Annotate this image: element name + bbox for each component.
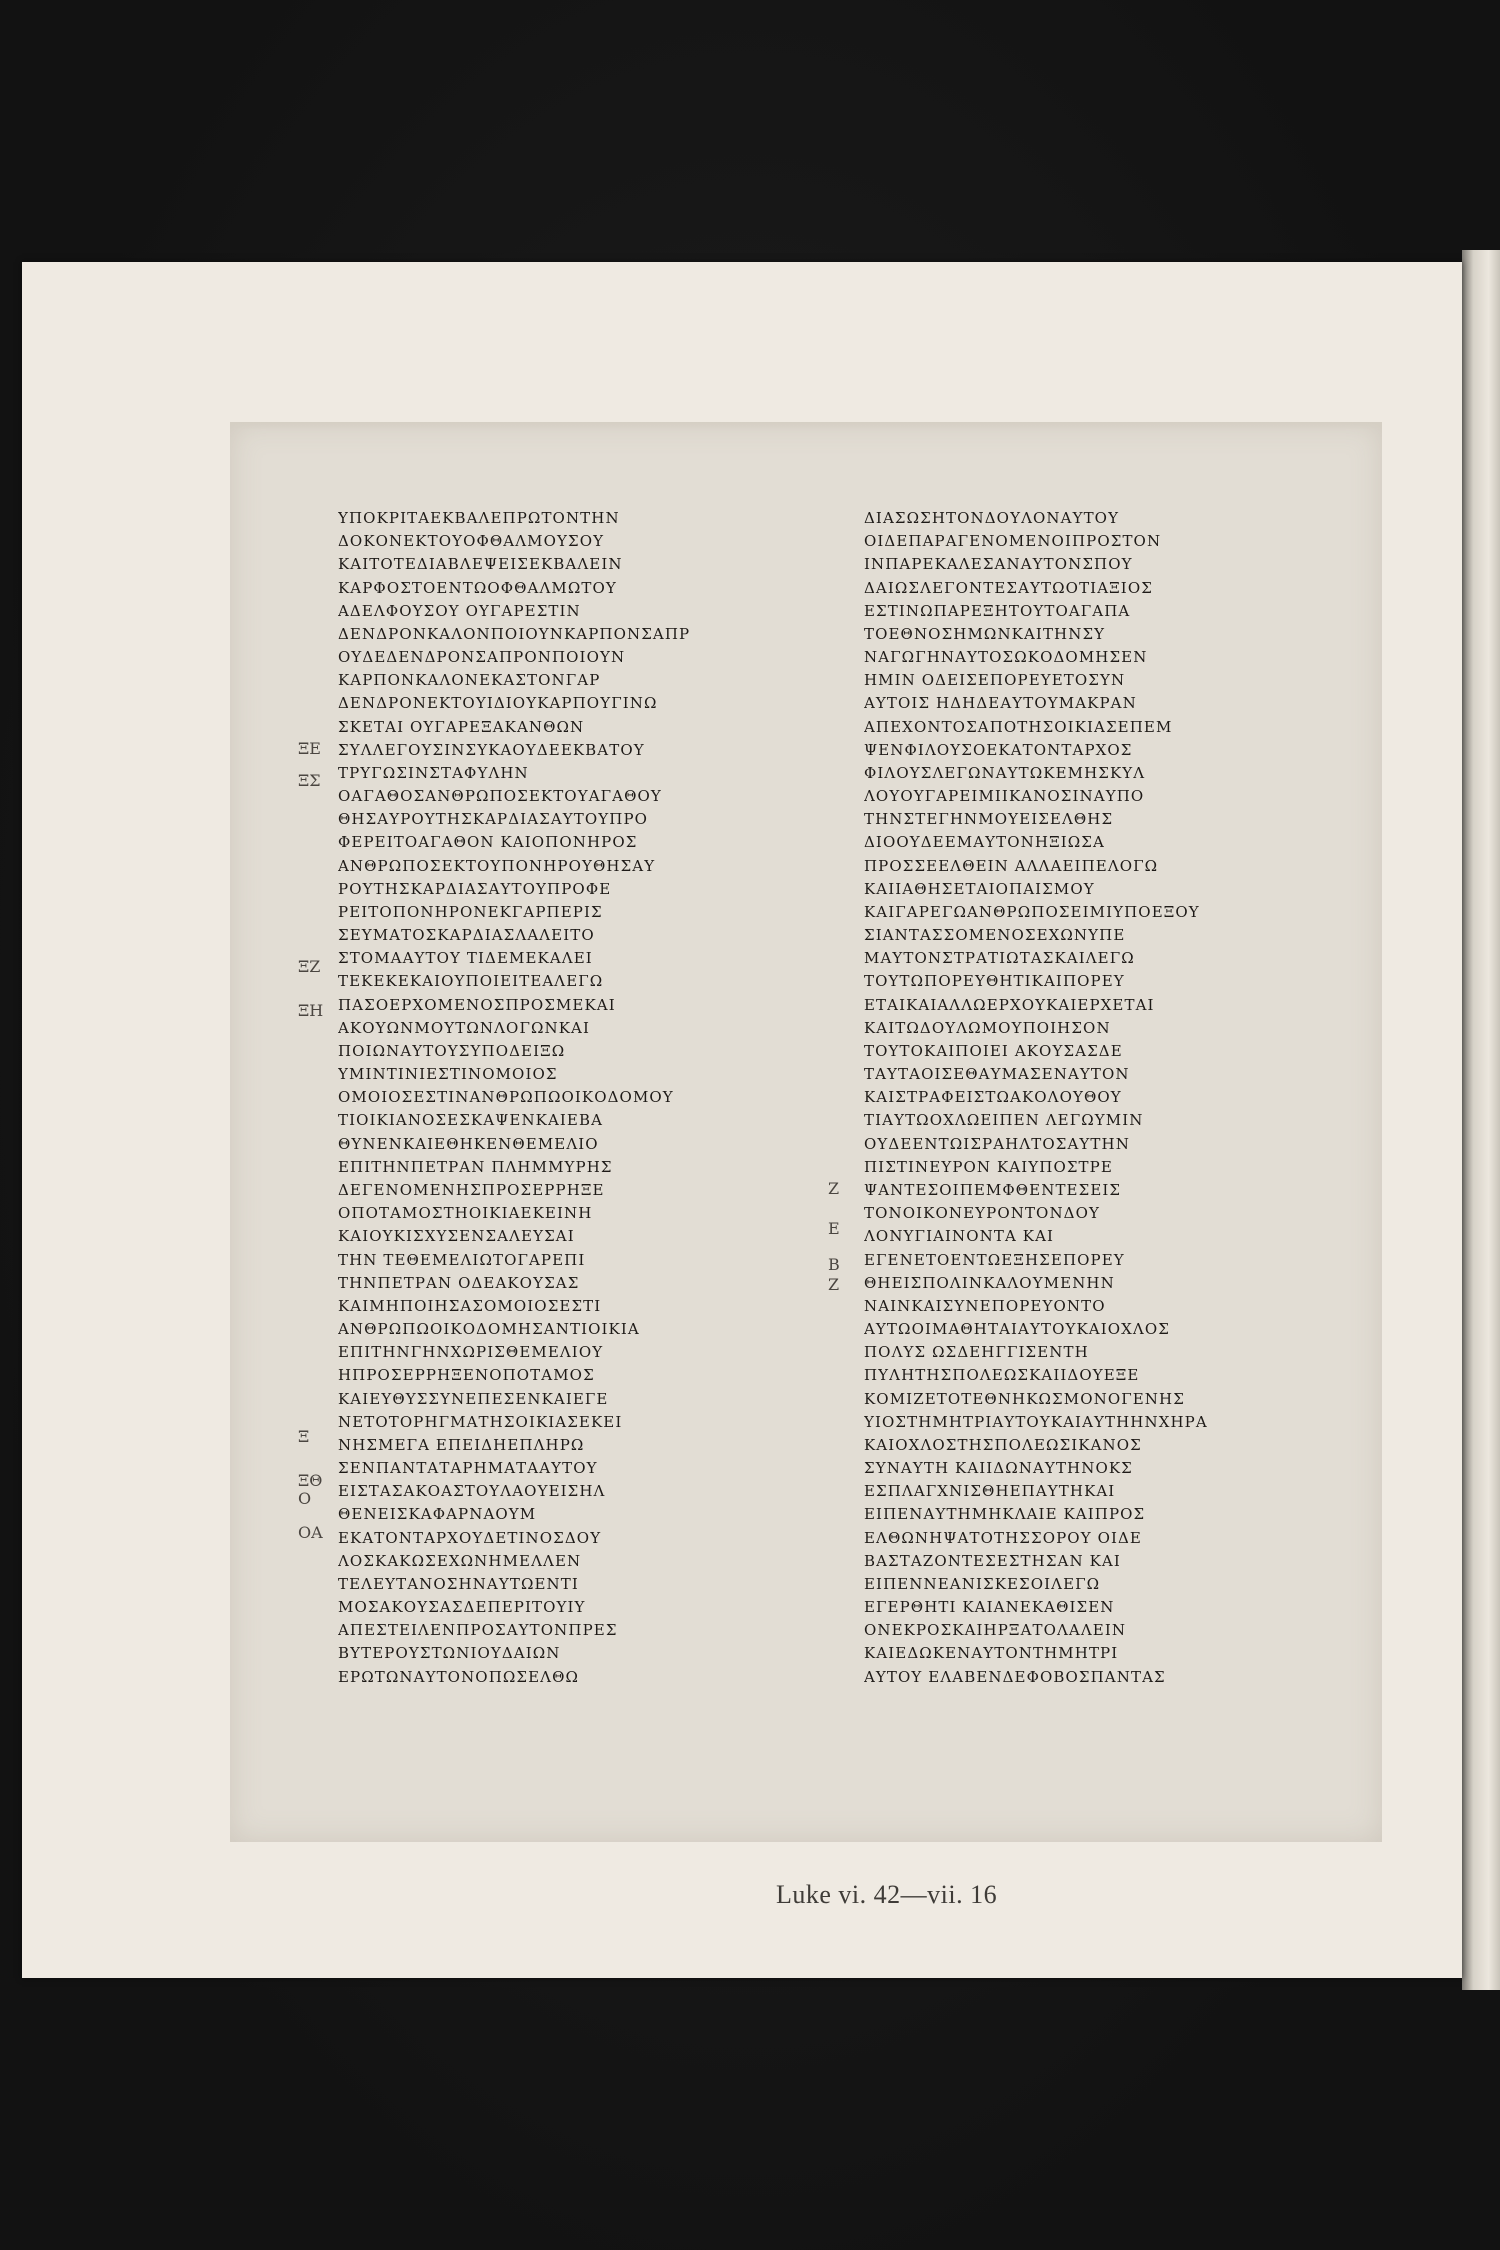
- manuscript-line: ΘΕΝΕΙΣΚΑΦΑΡΝΑΟΥΜ: [338, 1505, 537, 1524]
- manuscript-line: ΤΙΑΥΤΩΟΧΛΩΕΙΠΕΝ ΛΕΓΩΥΜΙΝ: [864, 1111, 1144, 1130]
- page-gutter: [1462, 250, 1500, 1990]
- manuscript-line: ΝΑΙΝΚΑΙΣΥΝΕΠΟΡΕΥΟΝΤΟ: [864, 1296, 1106, 1315]
- manuscript-line: ΚΑΙΓΑΡΕΓΩΑΝΘΡΩΠΟΣΕΙΜΙΥΠΟΕΞΟΥ: [864, 902, 1200, 921]
- manuscript-line: ΔΕΓΕΝΟΜΕΝΗΣΠΡΟΣΕΡΡΗΞΕ: [338, 1180, 605, 1199]
- manuscript-line: ΤΑΥΤΑΟΙΣΕΘΑΥΜΑΣΕΝΑΥΤΟΝ: [864, 1065, 1130, 1084]
- manuscript-line: ΤΟΝΟΙΚΟΝΕΥΡΟΝΤΟΝΔΟΥ: [864, 1204, 1101, 1223]
- marginal-note: ΞΘ: [298, 1471, 323, 1490]
- manuscript-line: ΕΣΠΛΑΓΧΝΙΣΘΗΕΠΑΥΤΗΚΑΙ: [864, 1482, 1116, 1501]
- manuscript-line: ΤΟΥΤΟΚΑΙΠΟΙΕΙ ΑΚΟΥΣΑΣΔΕ: [864, 1041, 1123, 1060]
- manuscript-line: ΠΑΣΟΕΡΧΟΜΕΝΟΣΠΡΟΣΜΕΚΑΙ: [338, 995, 616, 1014]
- manuscript-line: ΤΕΚΕΚΕΚΑΙΟΥΠΟΙΕΙΤΕΑΛΕΓΩ: [338, 972, 604, 991]
- manuscript-line: ΕΚΑΤΟΝΤΑΡΧΟΥΔΕΤΙΝΟΣΔΟΥ: [338, 1528, 602, 1547]
- manuscript-line: ΡΕΙΤΟΠΟΝΗΡΟΝΕΚΓΑΡΠΕΡΙΣ: [338, 902, 603, 921]
- manuscript-line: ΤΗΝΠΕΤΡΑΝ ΟΔΕΑΚΟΥΣΑΣ: [338, 1273, 580, 1292]
- marginal-note: Ζ: [828, 1275, 840, 1294]
- manuscript-line: ΝΕΤΟΤΟΡΗΓΜΑΤΗΣΟΙΚΙΑΣΕΚΕΙ: [338, 1412, 623, 1431]
- manuscript-line: ΕΛΘΩΝΗΨΑΤΟΤΗΣΣΟΡΟΥ ΟΙΔΕ: [864, 1528, 1142, 1547]
- manuscript-line: ΨΕΝΦΙΛΟΥΣΟΕΚΑΤΟΝΤΑΡΧΟΣ: [864, 740, 1133, 759]
- manuscript-line: ΦΙΛΟΥΣΛΕΓΩΝΑΥΤΩΚΕΜΗΣΚΥΛ: [864, 763, 1146, 782]
- manuscript-line: ΑΥΤΟΥ ΕΛΑΒΕΝΔΕΦΟΒΟΣΠΑΝΤΑΣ: [864, 1667, 1166, 1686]
- manuscript-line: ΕΙΠΕΝΝΕΑΝΙΣΚΕΣΟΙΛΕΓΩ: [864, 1574, 1101, 1593]
- manuscript-line: ΑΝΘΡΩΠΩΟΙΚΟΔΟΜΗΣΑΝΤΙΟΙΚΙΑ: [338, 1320, 640, 1339]
- manuscript-line: ΝΑΓΩΓΗΝΑΥΤΟΣΩΚΟΔΟΜΗΣΕΝ: [864, 648, 1148, 667]
- manuscript-line: ΔΙΑΣΩΣΗΤΟΝΔΟΥΛΟΝΑΥΤΟΥ: [864, 509, 1120, 527]
- marginal-note: Ζ: [828, 1179, 840, 1198]
- manuscript-line: ΣΤΟΜΑΑΥΤΟΥ ΤΙΔΕΜΕΚΑΛΕΙ: [338, 949, 593, 968]
- manuscript-line: ΛΟΣΚΑΚΩΣΕΧΩΝΗΜΕΛΛΕΝ: [338, 1551, 582, 1570]
- marginal-note: ΞΣ: [298, 771, 321, 790]
- manuscript-line: ΦΕΡΕΙΤΟΑΓΑΘΟΝ ΚΑΙΟΠΟΝΗΡΟΣ: [338, 833, 638, 852]
- manuscript-line: ΘΥΝΕΝΚΑΙΕΘΗΚΕΝΘΕΜΕΛΙΟ: [338, 1134, 599, 1153]
- manuscript-line: ΚΑΙΜΗΠΟΙΗΣΑΣΟΜΟΙΟΣΕΣΤΙ: [338, 1296, 602, 1315]
- manuscript-line: ΤΡΥΓΩΣΙΝΣΤΑΦΥΛΗΝ: [338, 763, 529, 782]
- plate-top-edge: [230, 422, 1382, 430]
- manuscript-line: ΑΥΤΩΟΙΜΑΘΗΤΑΙΑΥΤΟΥΚΑΙΟΧΛΟΣ: [864, 1320, 1170, 1339]
- manuscript-line: ΤΕΛΕΥΤΑΝΟΣΗΝΑΥΤΩΕΝΤΙ: [338, 1574, 579, 1593]
- manuscript-line: ΛΟΝΥΓΙΑΙΝΟΝΤΑ ΚΑΙ: [864, 1227, 1055, 1246]
- manuscript-line: ΑΝΘΡΩΠΟΣΕΚΤΟΥΠΟΝΗΡΟΥΘΗΣΑΥ: [338, 856, 656, 875]
- manuscript-line: ΟΥΔΕΕΝΤΩΙΣΡΑΗΛΤΟΣΑΥΤΗΝ: [864, 1134, 1130, 1153]
- manuscript-line: ΑΠΕΣΤΕΙΛΕΝΠΡΟΣΑΥΤΟΝΠΡΕΣ: [338, 1621, 618, 1640]
- manuscript-line: ΚΑΙΙΑΘΗΣΕΤΑΙΟΠΑΙΣΜΟΥ: [864, 879, 1095, 898]
- manuscript-line: ΥΜΙΝΤΙΝΙΕΣΤΙΝΟΜΟΙΟΣ: [338, 1065, 558, 1084]
- manuscript-line: ΤΗΝΣΤΕΓΗΝΜΟΥΕΙΣΕΛΘΗΣ: [864, 810, 1114, 829]
- manuscript-line: ΟΝΕΚΡΟΣΚΑΙΗΡΞΑΤΟΛΑΛΕΙΝ: [864, 1621, 1127, 1640]
- manuscript-line: ΣΕΥΜΑΤΟΣΚΑΡΔΙΑΣΛΑΛΕΙΤΟ: [338, 926, 595, 945]
- manuscript-line: ΑΥΤΟΙΣ ΗΔΗΔΕΑΥΤΟΥΜΑΚΡΑΝ: [864, 694, 1137, 713]
- manuscript-line: ΗΠΡΟΣΕΡΡΗΞΕΝΟΠΟΤΑΜΟΣ: [338, 1366, 595, 1385]
- manuscript-line: ΚΑΙΕΔΩΚΕΝΑΥΤΟΝΤΗΜΗΤΡΙ: [864, 1644, 1119, 1663]
- manuscript-line: ΔΕΝΔΡΟΝΕΚΤΟΥΙΔΙΟΥΚΑΡΠΟΥΓΙΝΩ: [338, 694, 658, 713]
- manuscript-line: ΨΑΝΤΕΣΟΙΠΕΜΦΘΕΝΤΕΣΕΙΣ: [864, 1180, 1122, 1199]
- manuscript-line: ΤΟΥΤΩΠΟΡΕΥΘΗΤΙΚΑΙΠΟΡΕΥ: [864, 972, 1125, 991]
- manuscript-line: ΚΑΡΠΟΝΚΑΛΟΝΕΚΑΣΤΟΝΓΑΡ: [338, 671, 601, 690]
- manuscript-line: ΚΑΡΦΟΣΤΟΕΝΤΩΟΦΘΑΛΜΩΤΟΥ: [338, 578, 617, 597]
- manuscript-plate: [230, 422, 1382, 1842]
- manuscript-line: ΑΠΕΧΟΝΤΟΣΑΠΟΤΗΣΟΙΚΙΑΣΕΠΕΜ: [864, 717, 1173, 736]
- marginal-note: ΞΖ: [298, 957, 321, 976]
- manuscript-line: ΚΟΜΙΖΕΤΟΤΕΘΝΗΚΩΣΜΟΝΟΓΕΝΗΣ: [864, 1389, 1185, 1408]
- manuscript-line: ΠΙΣΤΙΝΕΥΡΟΝ ΚΑΙΥΠΟΣΤΡΕ: [864, 1157, 1113, 1176]
- manuscript-line: ΕΙΠΕΝΑΥΤΗΜΗΚΛΑΙΕ ΚΑΙΠΡΟΣ: [864, 1505, 1146, 1524]
- manuscript-line: ΕΓΕΡΘΗΤΙ ΚΑΙΑΝΕΚΑΘΙΣΕΝ: [864, 1598, 1115, 1617]
- marginal-note: ΞΕ: [298, 739, 321, 758]
- right-text-column: [864, 507, 1284, 1689]
- manuscript-line: ΥΙΟΣΤΗΜΗΤΡΙΑΥΤΟΥΚΑΙΑΥΤΗΗΝΧΗΡΑ: [864, 1412, 1208, 1431]
- manuscript-line: ΘΗΕΙΣΠΟΛΙΝΚΑΛΟΥΜΕΝΗΝ: [864, 1273, 1115, 1292]
- manuscript-line: ΟΠΟΤΑΜΟΣΤΗΟΙΚΙΑΕΚΕΙΝΗ: [338, 1204, 593, 1223]
- manuscript-line: ΕΠΙΤΗΝΠΕΤΡΑΝ ΠΛΗΜΜΥΡΗΣ: [338, 1157, 613, 1176]
- manuscript-line: ΣΥΛΛΕΓΟΥΣΙΝΣΥΚΑΟΥΔΕΕΚΒΑΤΟΥ: [338, 740, 645, 759]
- marginal-note: Ο: [298, 1489, 312, 1508]
- manuscript-line: ΤΗΝ ΤΕΘΕΜΕΛΙΩΤΟΓΑΡΕΠΙ: [338, 1250, 586, 1269]
- manuscript-line: ΠΟΙΩΝΑΥΤΟΥΣΥΠΟΔΕΙΞΩ: [338, 1041, 566, 1060]
- manuscript-line: ΚΑΙΤΩΔΟΥΛΩΜΟΥΠΟΙΗΣΟΝ: [864, 1018, 1111, 1037]
- marginal-note: Β: [828, 1255, 840, 1274]
- marginal-note: ΟΑ: [298, 1523, 323, 1542]
- manuscript-line: ΣΥΝΑΥΤΗ ΚΑΙΙΔΩΝΑΥΤΗΝΟΚΣ: [864, 1459, 1133, 1478]
- manuscript-line: ΔΕΝΔΡΟΝΚΑΛΟΝΠΟΙΟΥΝΚΑΡΠΟΝΣΑΠΡ: [338, 624, 691, 643]
- left-text-column: [338, 507, 758, 1689]
- manuscript-line: ΚΑΙΟΥΚΙΣΧΥΣΕΝΣΑΛΕΥΣΑΙ: [338, 1227, 575, 1246]
- manuscript-line: ΕΡΩΤΩΝΑΥΤΟΝΟΠΩΣΕΛΘΩ: [338, 1667, 580, 1686]
- manuscript-line: ΕΣΤΙΝΩΠΑΡΕΞΗΤΟΥΤΟΑΓΑΠΑ: [864, 601, 1131, 620]
- manuscript-line: ΚΑΙΕΥΘΥΣΣΥΝΕΠΕΣΕΝΚΑΙΕΓΕ: [338, 1389, 609, 1408]
- manuscript-line: ΛΟΥΟΥΓΑΡΕΙΜΙΙΚΑΝΟΣΙΝΑΥΠΟ: [864, 787, 1145, 806]
- manuscript-line: ΔΟΚΟΝΕΚΤΟΥΟΦΘΑΛΜΟΥΣΟΥ: [338, 532, 605, 551]
- manuscript-line: ΟΥΔΕΔΕΝΔΡΟΝΣΑΠΡΟΝΠΟΙΟΥΝ: [338, 648, 626, 667]
- manuscript-line: ΤΙΟΙΚΙΑΝΟΣΕΣΚΑΨΕΝΚΑΙΕΒΑ: [338, 1111, 604, 1130]
- manuscript-line: ΕΤΑΙΚΑΙΑΛΛΩΕΡΧΟΥΚΑΙΕΡΧΕΤΑΙ: [864, 995, 1155, 1014]
- manuscript-line: ΣΚΕΤΑΙ ΟΥΓΑΡΕΞΑΚΑΝΘΩΝ: [338, 717, 585, 736]
- manuscript-line: ΕΓΕΝΕΤΟΕΝΤΩΕΞΗΣΕΠΟΡΕΥ: [864, 1250, 1125, 1269]
- manuscript-line: ΚΑΙΟΧΛΟΣΤΗΣΠΟΛΕΩΣΙΚΑΝΟΣ: [864, 1435, 1142, 1454]
- manuscript-line: ΔΙΟΟΥΔΕΕΜΑΥΤΟΝΗΞΙΩΣΑ: [864, 833, 1105, 852]
- marginal-note: Ξ: [298, 1427, 310, 1446]
- manuscript-line: ΚΑΙΤΟΤΕΔΙΑΒΛΕΨΕΙΣΕΚΒΑΛΕΙΝ: [338, 555, 623, 574]
- manuscript-line: ΜΑΥΤΟΝΣΤΡΑΤΙΩΤΑΣΚΑΙΛΕΓΩ: [864, 949, 1135, 968]
- manuscript-line: ΕΙΣΤΑΣΑΚΟΑΣΤΟΥΛΑΟΥΕΙΣΗΛ: [338, 1482, 606, 1501]
- manuscript-line: ΠΟΛΥΣ ΩΣΔΕΗΓΓΙΣΕΝΤΗ: [864, 1343, 1089, 1362]
- manuscript-line: ΥΠΟΚΡΙΤΑΕΚΒΑΛΕΠΡΩΤΟΝΤΗΝ: [338, 509, 620, 527]
- manuscript-line: ΙΝΠΑΡΕΚΑΛΕΣΑΝΑΥΤΟΝΣΠΟΥ: [864, 555, 1133, 574]
- manuscript-line: ΟΙΔΕΠΑΡΑΓΕΝΟΜΕΝΟΙΠΡΟΣΤΟΝ: [864, 532, 1162, 551]
- manuscript-line: ΚΑΙΣΤΡΑΦΕΙΣΤΩΑΚΟΛΟΥΘΟΥ: [864, 1088, 1122, 1107]
- manuscript-line: ΠΥΛΗΤΗΣΠΟΛΕΩΣΚΑΙΙΔΟΥΕΞΕ: [864, 1366, 1140, 1385]
- manuscript-line: ΘΗΣΑΥΡΟΥΤΗΣΚΑΡΔΙΑΣΑΥΤΟΥΠΡΟ: [338, 810, 649, 829]
- manuscript-line: ΟΑΓΑΘΟΣΑΝΘΡΩΠΟΣΕΚΤΟΥΑΓΑΘΟΥ: [338, 787, 662, 806]
- manuscript-line: ΟΜΟΙΟΣΕΣΤΙΝΑΝΘΡΩΠΩΟΙΚΟΔΟΜΟΥ: [338, 1088, 674, 1107]
- manuscript-line: ΗΜΙΝ ΟΔΕΙΣΕΠΟΡΕΥΕΤΟΣΥΝ: [864, 671, 1126, 690]
- manuscript-line: ΔΑΙΩΣΛΕΓΟΝΤΕΣΑΥΤΩΟΤΙΑΞΙΟΣ: [864, 578, 1153, 597]
- manuscript-line: ΠΡΟΣΣΕΕΛΘΕΙΝ ΑΛΛΑΕΙΠΕΛΟΓΩ: [864, 856, 1159, 875]
- manuscript-line: ΣΙΑΝΤΑΣΣΟΜΕΝΟΣΕΧΩΝΥΠΕ: [864, 926, 1126, 945]
- manuscript-line: ΒΑΣΤΑΖΟΝΤΕΣΕΣΤΗΣΑΝ ΚΑΙ: [864, 1551, 1121, 1570]
- manuscript-line: ΤΟΕΘΝΟΣΗΜΩΝΚΑΙΤΗΝΣΥ: [864, 624, 1106, 643]
- manuscript-line: ΣΕΝΠΑΝΤΑΤΑΡΗΜΑΤΑΑΥΤΟΥ: [338, 1459, 598, 1478]
- manuscript-line: ΒΥΤΕΡΟΥΣΤΩΝΙΟΥΔΑΙΩΝ: [338, 1644, 561, 1663]
- manuscript-line: ΜΟΣΑΚΟΥΣΑΣΔΕΠΕΡΙΤΟΥΙΥ: [338, 1598, 586, 1617]
- marginal-note: Ε: [828, 1219, 840, 1238]
- marginal-note: ΞΗ: [298, 1001, 324, 1020]
- manuscript-line: ΡΟΥΤΗΣΚΑΡΔΙΑΣΑΥΤΟΥΠΡΟΦΕ: [338, 879, 612, 898]
- manuscript-line: ΑΚΟΥΩΝΜΟΥΤΩΝΛΟΓΩΝΚΑΙ: [338, 1018, 590, 1037]
- manuscript-line: ΝΗΣΜΕΓΑ ΕΠΕΙΔΗΕΠΛΗΡΩ: [338, 1435, 585, 1454]
- plate-caption: Luke vi. 42—vii. 16: [776, 1880, 998, 1909]
- manuscript-line: ΑΔΕΛΦΟΥΣΟΥ ΟΥΓΑΡΕΣΤΙΝ: [338, 601, 581, 620]
- manuscript-line: ΕΠΙΤΗΝΓΗΝΧΩΡΙΣΘΕΜΕΛΙΟΥ: [338, 1343, 604, 1362]
